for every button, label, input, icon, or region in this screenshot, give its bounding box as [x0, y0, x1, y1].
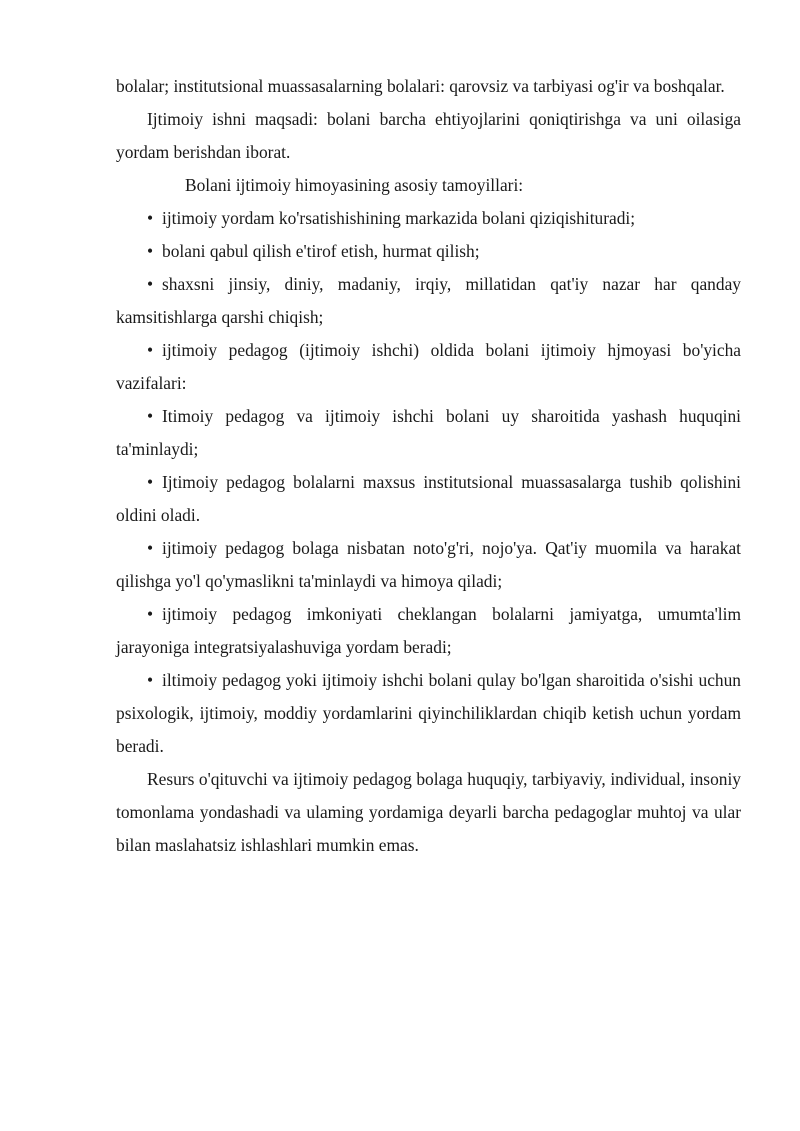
list-item-text: Itimoiy pedagog va ijtimoiy ishchi bolani uy sharoitida yashash huquqini ta'minlaydi;: [116, 406, 741, 459]
document-page: [116, 70, 741, 862]
list-item-text: Ijtimoiy pedagog bolalarni maxsus institutsional muassasalarga tushib qolishini oldini oladi.: [116, 472, 741, 525]
paragraph-goal: Ijtimoiy ishni maqsadi: bolani barcha ehtiyojlarini qoniqtirishga va uni oilasiga yordam berishdan iborat.: [116, 109, 741, 162]
bullet-icon: •: [147, 340, 154, 360]
bullet-icon: •: [147, 604, 154, 624]
list-item: [116, 664, 741, 763]
paragraph-continuation: bolalar; institutsional muassasalarning bolalari: qarovsiz va tarbiyasi og'ir va boshqalar.: [116, 76, 725, 96]
bullet-icon: •: [147, 406, 154, 426]
principles-list: [116, 202, 741, 763]
bullet-icon: •: [147, 208, 154, 228]
bullet-icon: •: [147, 670, 154, 690]
bullet-icon: •: [147, 472, 154, 492]
principles-heading: Bolani ijtimoiy himoyasining asosiy tamoyillari:: [185, 175, 524, 195]
list-item-text: bolani qabul qilish e'tirof etish, hurmat qilish;: [162, 241, 480, 261]
list-item: [116, 400, 741, 466]
list-item-text: ijtimoiy pedagog bolaga nisbatan noto'g'ri, nojo'ya. Qat'iy muomila va harakat qilishga yo'l qo'ymaslikni ta'minlaydi va himoya qiladi;: [116, 538, 741, 591]
list-item: [116, 268, 741, 334]
list-item: [116, 235, 741, 268]
bullet-icon: •: [147, 274, 154, 294]
list-item: [116, 598, 741, 664]
bullet-icon: •: [147, 538, 154, 558]
list-item: [116, 202, 741, 235]
paragraph-resource: Resurs o'qituvchi va ijtimoiy pedagog bolaga huquqiy, tarbiyaviy, individual, insoniy tomonlama yondashadi va ulaming yordamiga deyarli barcha pedagoglar muhtoj va ular bilan maslahatsiz ishlashlari mumkin emas.: [116, 769, 741, 855]
bullet-icon: •: [147, 241, 154, 261]
list-item: [116, 334, 741, 400]
list-item: [116, 466, 741, 532]
list-item-text: ijtimoiy pedagog (ijtimoiy ishchi) oldida bolani ijtimoiy hjmoyasi bo'yicha vazifalari:: [116, 340, 741, 393]
list-item: [116, 532, 741, 598]
list-item-text: ijtimoiy pedagog imkoniyati cheklangan bolalarni jamiyatga, umumta'lim jarayoniga integratsiyalashuviga yordam beradi;: [116, 604, 741, 657]
list-item-text: ijtimoiy yordam ko'rsatishishining markazida bolani qiziqishituradi;: [162, 208, 636, 228]
list-item-text: shaxsni jinsiy, diniy, madaniy, irqiy, millatidan qat'iy nazar har qanday kamsitishlarga qarshi chiqish;: [116, 274, 741, 327]
list-item-text: iltimoiy pedagog yoki ijtimoiy ishchi bolani qulay bo'lgan sharoitida o'sishi uchun psixologik, ijtimoiy, moddiy yordamlarini qiyinchiliklardan chiqib ketish uchun yordam beradi.: [116, 670, 741, 756]
